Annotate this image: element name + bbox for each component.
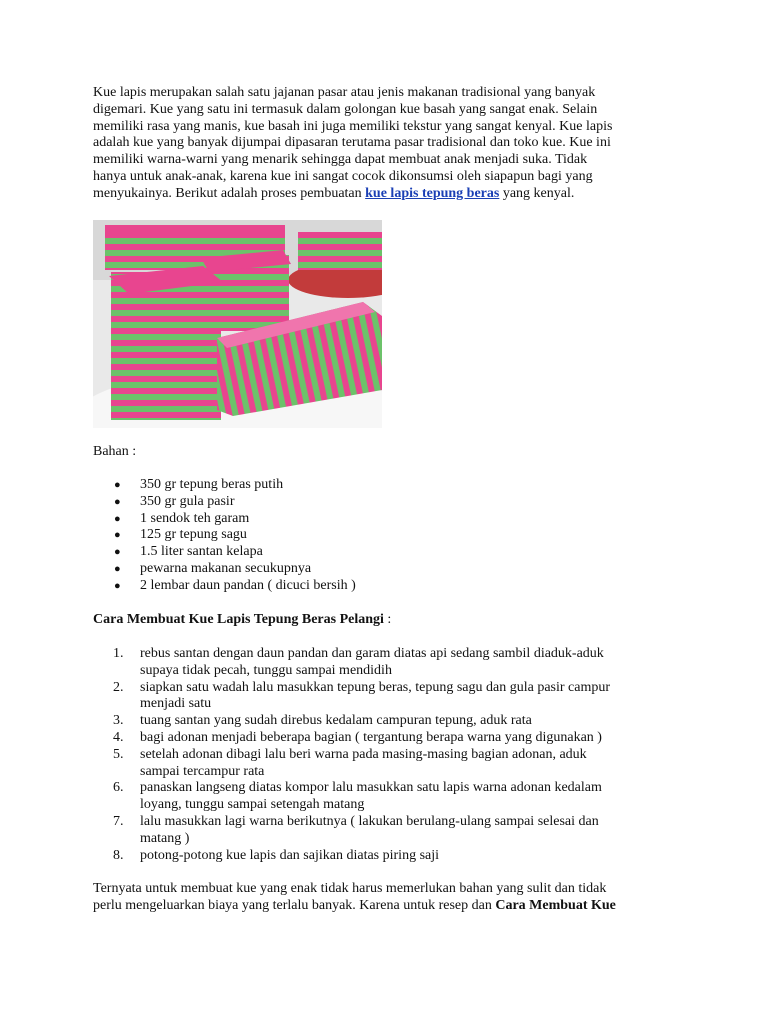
step-text: bagi adonan menjadi beberapa bagian ( tergantung berapa warna yang digunakan ) <box>140 729 602 745</box>
closing-text: Ternyata untuk membuat kue yang enak tidak harus memerlukan bahan yang sulit dan tidak perlu mengeluarkan biaya yang terlalu banyak. Karena untuk resep dan <box>93 881 607 913</box>
step-number: 1. <box>113 646 124 661</box>
bullet-icon: ● <box>114 579 121 592</box>
kue-lapis-photo <box>93 220 382 428</box>
step-number: 7. <box>113 813 124 829</box>
bahan-label: Bahan : <box>93 444 137 459</box>
bullet-icon: ● <box>114 529 121 542</box>
cara-heading-suffix: : <box>383 612 392 627</box>
list-item <box>93 814 673 848</box>
bullet-icon: ● <box>114 562 121 575</box>
step-number: 8. <box>113 847 124 863</box>
step-number: 3. <box>113 713 124 729</box>
ingredient-text: 1 sendok teh garam <box>140 510 250 526</box>
list-item <box>93 780 673 814</box>
step-number: 4. <box>113 729 124 745</box>
ingredient-text: pewarna makanan secukupnya <box>140 560 312 576</box>
bullet-icon: ● <box>114 479 121 491</box>
list-item <box>93 477 356 494</box>
ingredient-list <box>93 477 356 595</box>
list-item <box>93 646 673 680</box>
intro-text: Kue lapis merupakan salah satu jajanan pasar atau jenis makanan tradisional yang banyak digemari. Kue yang satu ini termasuk dalam golongan kue basah yang sangat enak. Selain memiliki rasa yang manis, kue basah ini juga memiliki tekstur yang sangat kenyal. Kue lapis adalah kue yang banyak dijumpai dipasaran terutama pasar tradisional dan toko kue. Kue ini memiliki warna-warni yang menarik sehingga dapat membuat anak menjadi suka. Tidak hanya untuk anak-anak, karena kue ini sangat cocok dikonsumsi oleh siapapun bagi yang menyukainya. Berikut adalah proses pembuatan <box>93 85 613 201</box>
cara-heading-bold: Cara Membuat Kue Lapis Tepung Beras Pelangi <box>93 612 384 627</box>
step-text: rebus santan dengan daun pandan dan garam diatas api sedang sambil diaduk-aduk supaya tidak pecah, tunggu sampai mendidih <box>140 646 604 678</box>
list-item <box>93 561 356 578</box>
list-item <box>93 544 356 561</box>
step-text: siapkan satu wadah lalu masukkan tepung beras, tepung sagu dan gula pasir campur menjadi satu <box>140 679 611 712</box>
step-text: setelah adonan dibagi lalu beri warna pada masing-masing bagian adonan, aduk sampai tercampur rata <box>140 746 587 779</box>
bullet-icon: ● <box>114 495 121 508</box>
list-item <box>93 527 356 544</box>
kue-lapis-link[interactable]: kue lapis tepung beras <box>365 185 500 201</box>
ingredient-text: 350 gr gula pasir <box>140 493 235 509</box>
closing-paragraph <box>93 881 683 915</box>
step-number: 5. <box>113 746 124 762</box>
step-text: lalu masukkan lagi warna berikutnya ( lakukan berulang-ulang sampai selesai dan matang ) <box>140 813 599 846</box>
list-item <box>93 730 673 747</box>
bullet-icon: ● <box>114 546 121 559</box>
intro-paragraph <box>93 85 693 203</box>
step-text: tuang santan yang sudah direbus kedalam campuran tepung, aduk rata <box>140 713 532 729</box>
ingredient-text: 350 gr tepung beras putih <box>140 477 284 492</box>
list-item <box>93 578 356 595</box>
list-item <box>93 511 356 528</box>
step-number: 6. <box>113 780 124 796</box>
step-number: 2. <box>113 679 124 695</box>
steps-list <box>93 646 673 864</box>
list-item <box>93 680 673 714</box>
ingredient-text: 2 lembar daun pandan ( dicuci bersih ) <box>140 577 356 593</box>
list-item <box>93 494 356 511</box>
cara-heading <box>93 612 391 629</box>
intro-text-end: yang kenyal. <box>499 185 575 201</box>
list-item <box>93 713 673 730</box>
step-text: potong-potong kue lapis dan sajikan diatas piring saji <box>140 847 440 863</box>
step-text: panaskan langseng diatas kompor lalu masukkan satu lapis warna adonan kedalam loyang, tunggu sampai setengah matang <box>140 780 602 813</box>
list-item <box>93 747 673 781</box>
ingredient-text: 1.5 liter santan kelapa <box>140 544 263 560</box>
ingredient-text: 125 gr tepung sagu <box>140 527 247 543</box>
list-item <box>93 848 673 865</box>
closing-bold: Cara Membuat Kue <box>495 897 616 913</box>
bullet-icon: ● <box>114 512 121 525</box>
